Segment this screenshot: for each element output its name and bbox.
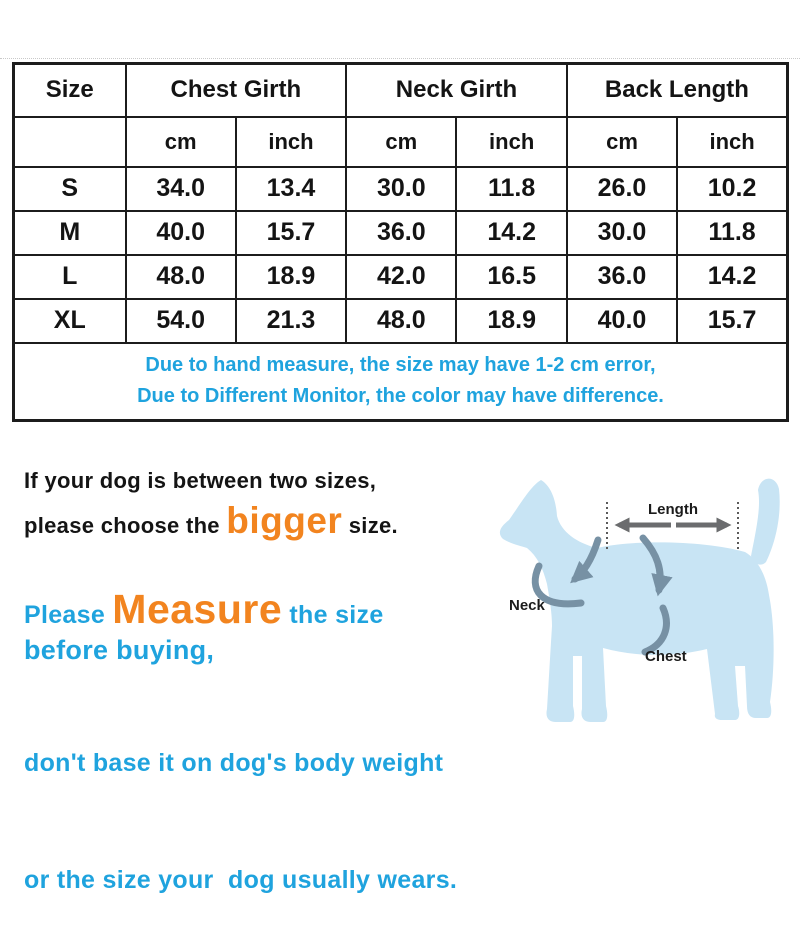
cell: 14.2 bbox=[677, 255, 787, 299]
table-row-m bbox=[14, 211, 788, 255]
cell: 18.9 bbox=[236, 255, 346, 299]
cell: 15.7 bbox=[677, 299, 787, 343]
chest-label: Chest bbox=[645, 648, 687, 665]
weight-advice-text bbox=[24, 666, 457, 939]
cell: 21.3 bbox=[236, 299, 346, 343]
empty-cell bbox=[14, 117, 126, 167]
table-row-xl bbox=[14, 299, 788, 343]
cell: 40.0 bbox=[126, 211, 236, 255]
measure-line-1 bbox=[24, 586, 384, 633]
neck-label: Neck bbox=[509, 597, 545, 614]
unit-header: inch bbox=[677, 117, 787, 167]
col-header-back-length: Back Length bbox=[567, 64, 788, 117]
disclaimer-line-1: Due to hand measure, the size may have 1-2 cm error, bbox=[145, 354, 656, 377]
advice-line-3: don't base it on dog's body weight bbox=[24, 749, 444, 777]
cell: 30.0 bbox=[567, 211, 677, 255]
size-label: S bbox=[14, 167, 126, 211]
table-row-l bbox=[14, 255, 788, 299]
measure-line-2: before buying, bbox=[24, 635, 215, 665]
cell: 16.5 bbox=[456, 255, 566, 299]
measure-disclaimer bbox=[14, 343, 788, 421]
cell: 48.0 bbox=[126, 255, 236, 299]
cell: 11.8 bbox=[677, 211, 787, 255]
cell: 40.0 bbox=[567, 299, 677, 343]
col-header-size: Size bbox=[14, 64, 126, 117]
cell: 54.0 bbox=[126, 299, 236, 343]
unit-header: inch bbox=[456, 117, 566, 167]
disclaimer-line-2: Due to Different Monitor, the color may have difference. bbox=[137, 385, 664, 408]
dog-measurement-diagram bbox=[495, 462, 795, 752]
cell: 15.7 bbox=[236, 211, 346, 255]
cell: 10.2 bbox=[677, 167, 787, 211]
cell: 13.4 bbox=[236, 167, 346, 211]
cell: 14.2 bbox=[456, 211, 566, 255]
cell: 36.0 bbox=[567, 255, 677, 299]
advice-line-2 bbox=[24, 500, 398, 541]
cell: 26.0 bbox=[567, 167, 677, 211]
table-note-row bbox=[14, 343, 788, 421]
cell: 48.0 bbox=[346, 299, 456, 343]
cell: 34.0 bbox=[126, 167, 236, 211]
length-label: Length bbox=[648, 501, 698, 518]
unit-header: cm bbox=[126, 117, 236, 167]
cell: 42.0 bbox=[346, 255, 456, 299]
table-row-s bbox=[14, 167, 788, 211]
advice-line-2-pre: please choose the bbox=[24, 513, 227, 538]
cell: 11.8 bbox=[456, 167, 566, 211]
size-chart-table bbox=[12, 62, 789, 422]
col-header-chest-girth: Chest Girth bbox=[126, 64, 347, 117]
table-units-row bbox=[14, 117, 788, 167]
measure-pre: Please bbox=[24, 601, 113, 629]
size-advice-text bbox=[24, 466, 398, 541]
advice-line-1: If your dog is between two sizes, bbox=[24, 468, 377, 493]
unit-header: cm bbox=[567, 117, 677, 167]
unit-header: inch bbox=[236, 117, 346, 167]
dog-tail bbox=[751, 479, 780, 565]
size-label: XL bbox=[14, 299, 126, 343]
bigger-emphasis: bigger bbox=[226, 500, 343, 541]
measure-emphasis: Measure bbox=[112, 586, 283, 632]
cell: 18.9 bbox=[456, 299, 566, 343]
cell: 36.0 bbox=[346, 211, 456, 255]
size-label: M bbox=[14, 211, 126, 255]
size-label: L bbox=[14, 255, 126, 299]
measure-post: the size bbox=[282, 601, 384, 629]
table-header-row bbox=[14, 64, 788, 117]
cell: 30.0 bbox=[346, 167, 456, 211]
measure-advice-text bbox=[24, 586, 384, 666]
divider bbox=[0, 58, 800, 59]
advice-line-4: or the size your dog usually wears. bbox=[24, 866, 458, 894]
col-header-neck-girth: Neck Girth bbox=[346, 64, 567, 117]
unit-header: cm bbox=[346, 117, 456, 167]
advice-line-2-post: size. bbox=[342, 513, 398, 538]
